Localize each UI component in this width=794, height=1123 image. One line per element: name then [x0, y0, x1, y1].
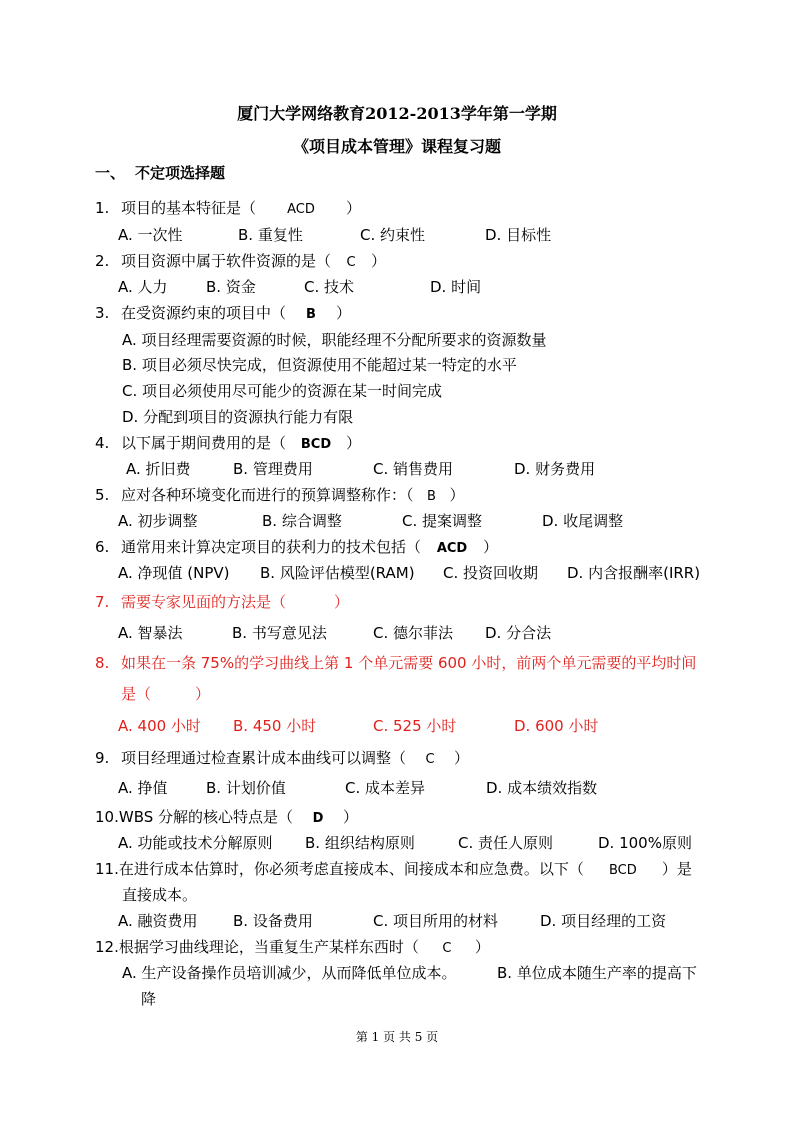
- option-a: A. 人力: [118, 278, 168, 296]
- question-text: 项目的基本特征是（: [121, 199, 257, 217]
- question-number: 6.: [95, 538, 110, 556]
- option-b: B. 管理费用: [233, 460, 313, 478]
- question-close: ）: [346, 199, 362, 217]
- option-d: D. 成本绩效指数: [486, 779, 598, 797]
- options-11: [118, 911, 666, 931]
- answer: BCD: [608, 863, 637, 878]
- question-close: ）: [371, 252, 387, 270]
- option-b: B. 计划价值: [206, 779, 286, 797]
- option-c: C. 销售费用: [373, 460, 454, 478]
- answer: D: [312, 811, 324, 826]
- option-b: B. 风险评估模型(RAM): [260, 564, 415, 582]
- answer: B: [427, 489, 436, 504]
- options-9: [118, 778, 597, 798]
- option-a: A. 项目经理需要资源的时候，职能经理不分配所要求的资源数量: [122, 331, 547, 349]
- option-c: C. 技术: [304, 278, 355, 296]
- question-11: [95, 859, 692, 881]
- answer: C: [346, 255, 356, 270]
- question-text: 项目资源中属于软件资源的是（: [121, 252, 332, 270]
- question-6: [95, 537, 498, 559]
- question-close: ）: [474, 938, 490, 956]
- question-close: ）是: [661, 860, 692, 878]
- options-6: [118, 563, 700, 583]
- options-2: [118, 277, 481, 297]
- options-5: [118, 511, 623, 531]
- question-text: 如果在一条 75%的学习曲线上第 1 个单元需要 600 小时，前两个单元需要的平均时间: [121, 654, 697, 672]
- option-c: C. 项目必须使用尽可能少的资源在某一时间完成: [122, 382, 443, 400]
- question-close: ）: [195, 685, 211, 703]
- options-12: [122, 963, 697, 983]
- option-a: A. 功能或技术分解原则: [118, 834, 273, 852]
- question-number: 8.: [95, 654, 110, 672]
- question-text: 根据学习曲线理论，当重复生产某样东西时（: [118, 938, 419, 956]
- option-b-cont: 降: [141, 990, 157, 1008]
- question-close: ）: [343, 808, 359, 826]
- option-c: C. 投资回收期: [443, 564, 539, 582]
- page-footer: 第 1 页 共 5 页: [355, 1030, 439, 1044]
- question-3: [95, 303, 351, 325]
- option-b: B. 综合调整: [262, 512, 342, 530]
- option-d: D. 收尾调整: [542, 512, 624, 530]
- question-number: 4.: [95, 434, 110, 452]
- option-c: C. 525 小时: [373, 717, 457, 735]
- option-d: D. 分配到项目的资源执行能力有限: [122, 408, 354, 426]
- question-number: 10.: [95, 808, 119, 826]
- option-a: A. 400 小时: [118, 717, 201, 735]
- answer: B: [306, 307, 316, 322]
- question-close: ）: [483, 538, 499, 556]
- question-close: ）: [454, 749, 470, 767]
- question-text: WBS 分解的核心特点是（: [118, 808, 294, 826]
- question-2: [95, 251, 386, 273]
- question-text: 在受资源约束的项目中（: [121, 304, 287, 322]
- option-a: A. 智暴法: [118, 624, 183, 642]
- option-c: C. 成本差异: [345, 779, 426, 797]
- question-text: 以下属于期间费用的是（: [121, 434, 287, 452]
- question-12: [95, 937, 490, 959]
- question-number: 3.: [95, 304, 110, 322]
- answer: C: [442, 941, 452, 956]
- option-a: A. 挣值: [118, 779, 168, 797]
- question-number: 2.: [95, 252, 110, 270]
- option-d: D. 财务费用: [514, 460, 596, 478]
- option-d: D. 600 小时: [514, 717, 599, 735]
- options-1: [118, 225, 551, 245]
- question-close: ）: [334, 593, 350, 611]
- question-text: 在进行成本估算时，你必须考虑直接成本、间接成本和应急费。以下（: [118, 860, 584, 878]
- question-7: [95, 592, 349, 612]
- option-d: D. 分合法: [485, 624, 552, 642]
- options-8: [118, 716, 599, 736]
- option-a: A. 融资费用: [118, 912, 198, 930]
- answer: ACD: [436, 541, 468, 556]
- section-number: 一、: [95, 164, 126, 182]
- question-4: [95, 433, 361, 455]
- option-b: B. 重复性: [238, 226, 303, 244]
- answer: BCD: [300, 437, 332, 452]
- option-a: A. 生产设备操作员培训减少，从而降低单位成本。: [122, 964, 457, 982]
- option-c: C. 提案调整: [402, 512, 483, 530]
- option-d: D. 内含报酬率(IRR): [567, 564, 701, 582]
- option-b: B. 资金: [206, 278, 256, 296]
- option-b: B. 设备费用: [233, 912, 313, 930]
- option-d: D. 目标性: [485, 226, 552, 244]
- option-c: C. 项目所用的材料: [373, 912, 499, 930]
- course-title: 《项目成本管理》课程复习题: [292, 137, 501, 156]
- option-b: B. 单位成本随生产率的提高下: [497, 964, 697, 982]
- option-c: C. 责任人原则: [458, 834, 554, 852]
- answer: C: [425, 752, 435, 767]
- page-title: 厦门大学网络教育2012-2013学年第一学期: [237, 104, 557, 123]
- question-close: ）: [336, 304, 352, 322]
- section-heading: [95, 162, 225, 183]
- question-1: [95, 198, 361, 220]
- question-number: 12.: [95, 938, 119, 956]
- question-number: 5.: [95, 486, 110, 504]
- options-10: [118, 833, 692, 853]
- option-d: D. 100%原则: [598, 834, 692, 852]
- options-4: [126, 459, 595, 479]
- question-9: [95, 748, 469, 770]
- option-c: C. 德尔菲法: [373, 624, 454, 642]
- question-11-cont: 直接成本。: [122, 886, 198, 904]
- question-10: [95, 807, 358, 829]
- option-a: A. 一次性: [118, 226, 183, 244]
- question-number: 11.: [95, 860, 119, 878]
- section-title: 不定项选择题: [135, 164, 226, 182]
- question-text: 应对各种环境变化而进行的预算调整称作：（: [121, 486, 414, 504]
- question-text: 项目经理通过检查累计成本曲线可以调整（: [121, 749, 407, 767]
- option-b: B. 组织结构原则: [305, 834, 415, 852]
- question-number: 9.: [95, 749, 110, 767]
- question-text: 需要专家见面的方法是（: [121, 593, 287, 611]
- question-close: ）: [449, 486, 465, 504]
- question-5: [95, 485, 465, 507]
- options-7: [118, 623, 551, 643]
- question-8-cont: [121, 684, 210, 704]
- option-b: B. 450 小时: [233, 717, 317, 735]
- question-text: 通常用来计算决定项目的获利力的技术包括（: [121, 538, 422, 556]
- question-number: 7.: [95, 593, 110, 611]
- option-c: C. 约束性: [360, 226, 426, 244]
- option-a: A. 折旧费: [126, 460, 191, 478]
- option-a: A. 初步调整: [118, 512, 198, 530]
- option-b: B. 书写意见法: [232, 624, 327, 642]
- option-a: A. 净现值 (NPV): [118, 564, 230, 582]
- question-text-cont: 是（: [121, 685, 152, 703]
- option-d: D. 时间: [430, 278, 482, 296]
- question-close: ）: [346, 434, 362, 452]
- option-b: B. 项目必须尽快完成，但资源使用不能超过某一特定的水平: [122, 356, 517, 374]
- question-8: [95, 653, 696, 673]
- question-number: 1.: [95, 199, 110, 217]
- answer: ACD: [287, 202, 315, 217]
- option-d: D. 项目经理的工资: [540, 912, 667, 930]
